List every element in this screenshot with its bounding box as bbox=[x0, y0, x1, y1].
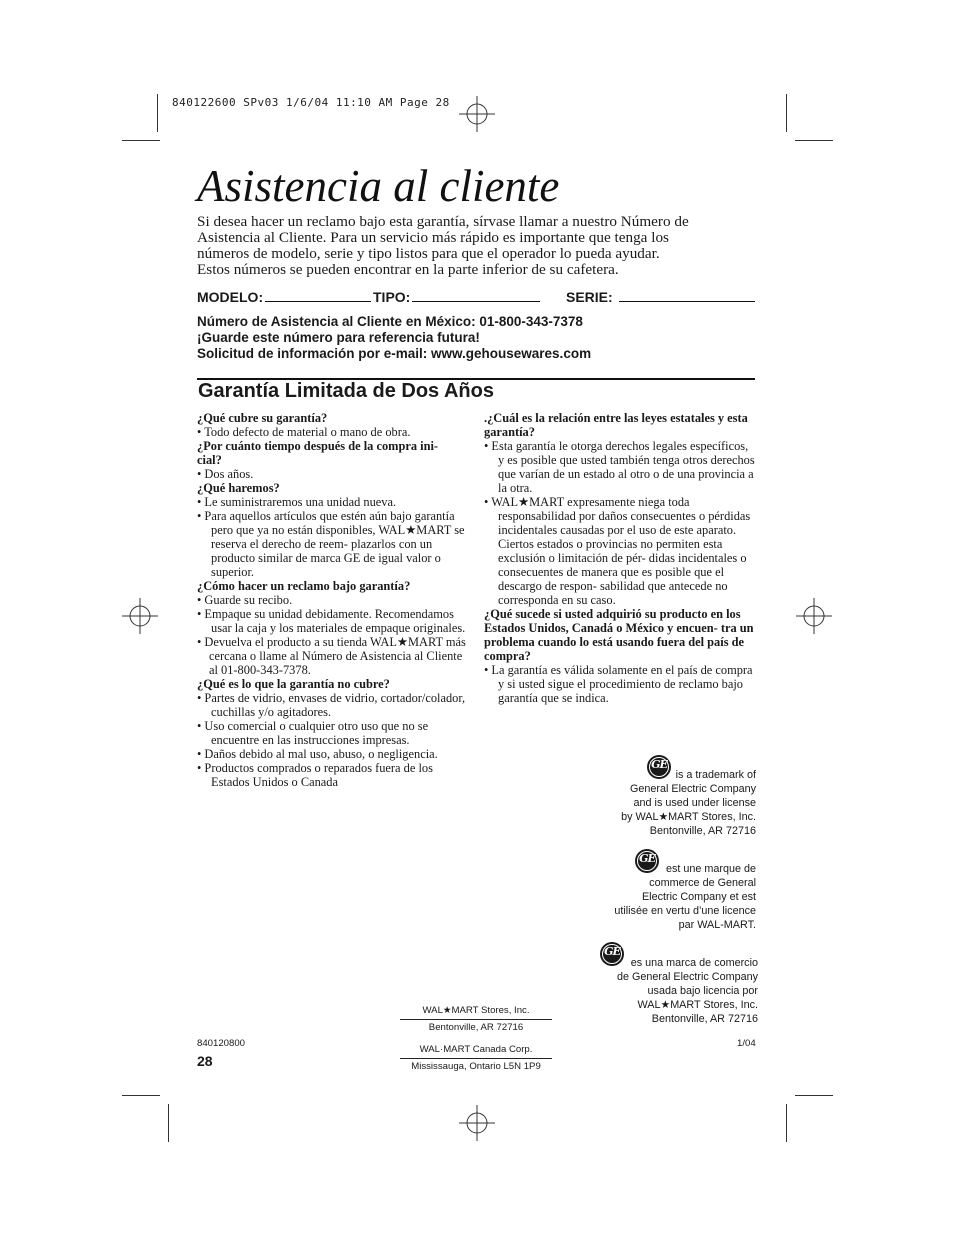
ge-logo-icon: GE bbox=[635, 849, 659, 873]
registration-mark-top bbox=[459, 96, 495, 132]
warranty-bullet: • Esta garantía le otorga derechos legales específicos, y es posible que usted también tenga otros derechos que varían de un estado al otro o de una provincia a la otra. bbox=[484, 439, 755, 495]
page-number: 28 bbox=[197, 1053, 213, 1069]
trademark-line: Bentonville, AR 72716 bbox=[649, 825, 756, 837]
warranty-question: ¿Qué sucede si usted adquirió su producto en los Estados Unidos, Canadá o México y encuen- tra un problema cuando lo está usando fuera del país de compra? bbox=[484, 607, 754, 663]
trademark-line: General Electric Company bbox=[629, 783, 756, 795]
warranty-bullet: • Partes de vidrio, envases de vidrio, cortador/colador, cuchillas y/o agitadores. bbox=[197, 691, 466, 719]
warranty-bullet: • Para aquellos artículos que estén aún bajo garantía pero que ya no están disponibles, WAL★MART se reserva el derecho de reem- plazarlos con un producto similar de marca GE de igual valor o superior. bbox=[197, 509, 465, 579]
walmart-canada: WAL·MART Canada Corp. bbox=[419, 1044, 533, 1055]
warranty-question: cial? bbox=[197, 453, 222, 467]
phone-line: Número de Asistencia al Cliente en México: 01-800-343-7378 bbox=[197, 314, 583, 329]
warranty-heading: Garantía Limitada de Dos Años bbox=[198, 380, 494, 402]
trademark-line: by WAL★MART Stores, Inc. bbox=[621, 811, 756, 823]
trademark-line: utilisée en vertu d’une licence bbox=[614, 905, 756, 917]
trademark-line: es una marca de comercio bbox=[630, 957, 758, 969]
ge-logo-icon: GE bbox=[647, 755, 671, 779]
registration-mark-right bbox=[796, 598, 832, 634]
email-line: Solicitud de información por e-mail: www.gehousewares.com bbox=[197, 346, 592, 361]
walmart-canada-city: Mississauga, Ontario L5N 1P9 bbox=[411, 1061, 541, 1072]
warranty-question: ¿Qué haremos? bbox=[197, 481, 280, 495]
warranty-bullet: • WAL★MART expresamente niega toda responsabilidad por daños consecuentes o pérdidas incidentales causadas por el uso de este aparato. Ciertos estados o provincias no permiten esta exclusión o limitación de pér- didas incidentales o consecuentes de manera que es posible que el descargo de respon- sabilidad que antecede no corresponda en su caso. bbox=[484, 495, 751, 607]
intro-paragraph bbox=[197, 214, 757, 278]
warranty-column-right bbox=[484, 411, 756, 705]
intro-line: números de modelo, serie y tipo listos para que el operador lo pueda ayudar. bbox=[197, 245, 660, 262]
trademark-line: est une marque de bbox=[665, 863, 756, 875]
serie-blank bbox=[619, 287, 755, 302]
page-title: Asistencia al cliente bbox=[197, 161, 560, 211]
trademark-line: commerce de General bbox=[649, 877, 756, 889]
walmart-stores: WAL★MART Stores, Inc. bbox=[422, 1005, 530, 1016]
warranty-bullet: • Empaque su unidad debidamente. Recomendamos usar la caja y los materiales de empaque originales. bbox=[197, 607, 466, 635]
trademark-line: usada bajo licencia por bbox=[647, 985, 758, 997]
tipo-label: TIPO: bbox=[373, 289, 411, 305]
warranty-bullet: • Productos comprados o reparados fuera de los Estados Unidos o Canada bbox=[197, 761, 433, 789]
serie-label: SERIE: bbox=[566, 289, 613, 305]
document-code: 840120800 bbox=[197, 1038, 246, 1049]
warranty-question: .¿Cuál es la relación entre las leyes estatales y esta garantía? bbox=[484, 411, 748, 439]
warranty-question: ¿Cómo hacer un reclamo bajo garantía? bbox=[197, 579, 411, 593]
modelo-field bbox=[197, 287, 371, 305]
trademark-line: WAL★MART Stores, Inc. bbox=[637, 999, 758, 1011]
trademark-line: and is used under license bbox=[633, 797, 756, 809]
warranty-bullet: • Dos años. bbox=[197, 467, 254, 481]
intro-line: Estos números se pueden encontrar en la parte inferior de su cafetera. bbox=[197, 261, 619, 278]
tipo-field bbox=[373, 287, 540, 305]
warranty-question: ¿Qué es lo que la garantía no cubre? bbox=[197, 677, 390, 691]
ge-logo-icon: GE bbox=[600, 942, 624, 966]
trademark-line: par WAL-MART. bbox=[678, 919, 756, 931]
contact-info bbox=[197, 314, 591, 362]
date-code: 1/04 bbox=[737, 1038, 756, 1049]
warranty-bullet: • Devuelva el producto a su tienda WAL★MART más cercana o llame al Número de Asistencia al Cliente al 01-800-343-7378. bbox=[197, 635, 466, 677]
warranty-column-left bbox=[197, 411, 469, 789]
warranty-bullet: • La garantía es válida solamente en el país de compra y si usted sigue el procedimiento de reclamo bajo garantía que se indica. bbox=[484, 663, 753, 705]
intro-line: Asistencia al Cliente. Para un servicio más rápido es importante que tenga los bbox=[197, 229, 669, 246]
tipo-blank bbox=[412, 287, 540, 302]
serie-field bbox=[566, 287, 755, 305]
trademark-line: de General Electric Company bbox=[616, 971, 758, 983]
trademark-line: Electric Company et est bbox=[641, 891, 756, 903]
trademark-line: Bentonville, AR 72716 bbox=[651, 1013, 758, 1025]
trademark-line: is a trademark of bbox=[675, 769, 756, 781]
warranty-bullet: • Daños debido al mal uso, abuso, o negligencia. bbox=[197, 747, 438, 761]
trademark-spanish bbox=[617, 956, 758, 1026]
trademark-english bbox=[621, 768, 756, 838]
intro-line: Si desea hacer un reclamo bajo esta garantía, sírvase llamar a nuestro Número de bbox=[197, 213, 689, 230]
registration-mark-left bbox=[122, 598, 158, 634]
trademark-french bbox=[614, 862, 756, 932]
warranty-bullet: • Le suministraremos una unidad nueva. bbox=[197, 495, 397, 509]
keep-number-line: ¡Guarde este número para referencia futura! bbox=[197, 330, 480, 345]
warranty-bullet: • Guarde su recibo. bbox=[197, 593, 293, 607]
walmart-stores-city: Bentonville, AR 72716 bbox=[428, 1022, 524, 1033]
modelo-blank bbox=[265, 287, 371, 302]
walmart-address-block bbox=[400, 1003, 552, 1075]
registration-mark-bottom bbox=[459, 1105, 495, 1141]
warranty-bullet: • Todo defecto de material o mano de obra. bbox=[197, 425, 411, 439]
warranty-question: ¿Por cuánto tiempo después de la compra ini- bbox=[197, 439, 439, 453]
modelo-label: MODELO: bbox=[197, 289, 264, 305]
warranty-bullet: • Uso comercial o cualquier otro uso que no se encuentre en las instrucciones impresas. bbox=[197, 719, 429, 747]
print-slug: 840122600 SPv03 1/6/04 11:10 AM Page 28 bbox=[172, 96, 450, 109]
warranty-question: ¿Qué cubre su garantía? bbox=[197, 411, 328, 425]
